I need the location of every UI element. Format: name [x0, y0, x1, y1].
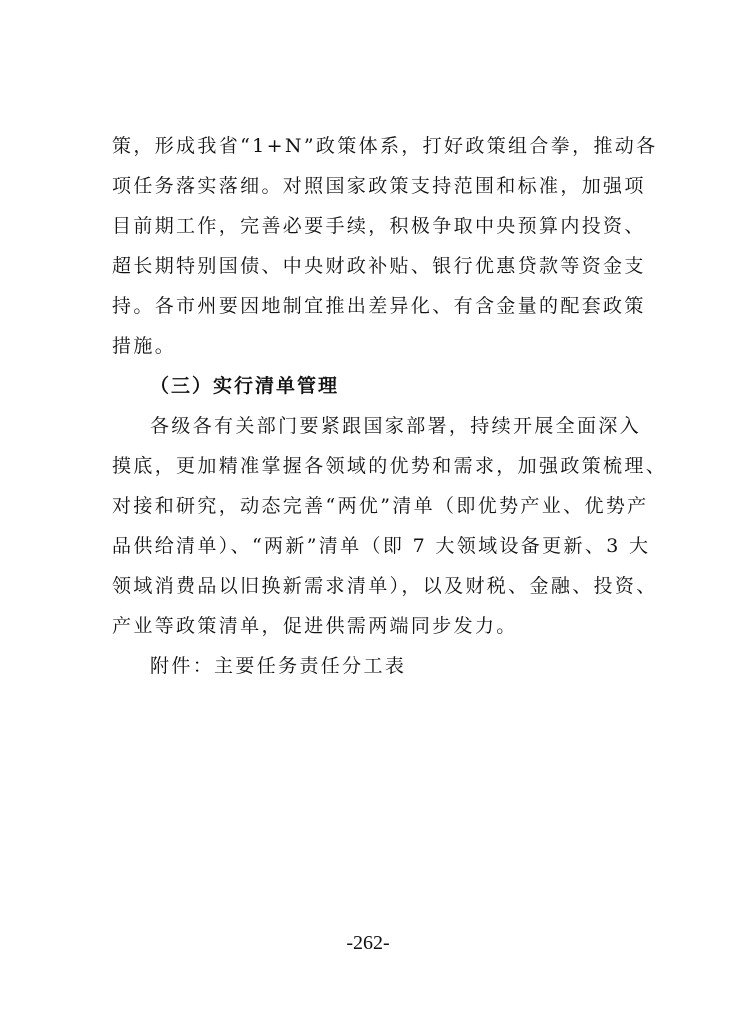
text-line: 超长期特别国债、中央财政补贴、银行优惠贷款等资金支	[112, 255, 646, 277]
text-line: 领域消费品以旧换新需求清单），以及财税、金融、投资、	[112, 575, 658, 597]
text-line: 产业等政策清单，促进供需两端同步发力。	[112, 615, 518, 637]
page-number: -262-	[346, 932, 390, 954]
text-line: 目前期工作，完善必要手续，积极争取中央预算内投资、	[112, 215, 646, 237]
text-line: 持。各市州要因地制宜推出差异化、有含金量的配套政策	[112, 295, 646, 317]
text-line: 措施。	[112, 335, 177, 357]
text-line: 项任务落实落细。对照国家政策支持范围和标准，加强项	[112, 175, 646, 197]
text-line: 策，形成我省“1+N”政策体系，打好政策组合拳，推动各	[112, 135, 658, 157]
text-line: 各级各有关部门要紧跟国家部署，持续开展全面深入	[150, 415, 642, 437]
section-heading: （三）实行清单管理	[150, 375, 340, 397]
attachment-line: 附件：主要任务责任分工表	[150, 655, 407, 677]
text-line: 对接和研究，动态完善“两优”清单（即优势产业、优势产	[112, 495, 649, 517]
text-line: 摸底，更加精准掌握各领域的优势和需求，加强政策梳理、	[112, 455, 668, 477]
text-line: 品供给清单）、“两新”清单（即 7 大领域设备更新、3 大	[112, 535, 651, 557]
